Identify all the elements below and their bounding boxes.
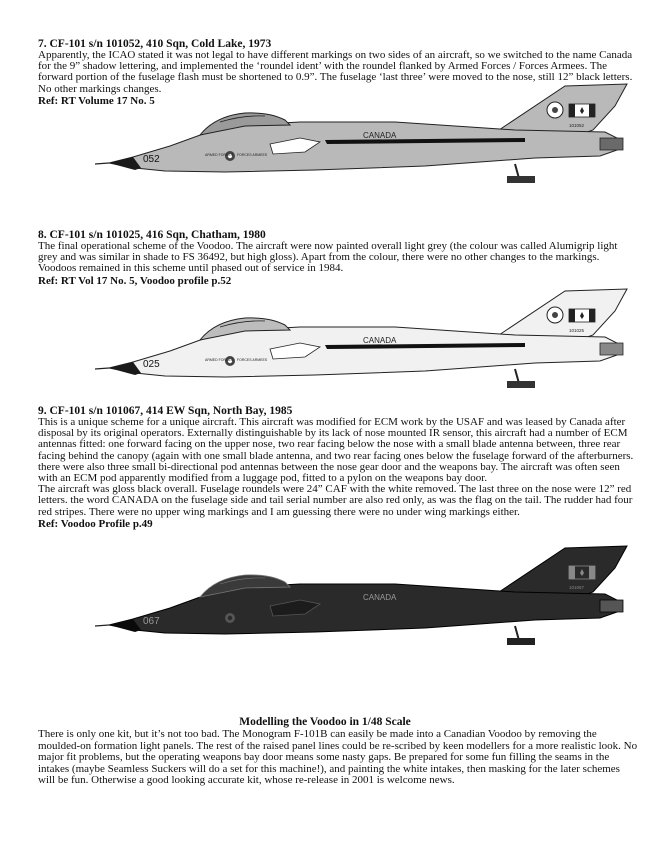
roundel-right-text: FORCES ARMEES xyxy=(237,358,268,362)
entry-description: Apparently, the ICAO stated it was not legal to have different markings on two sides of an aircraft, so we switched to the name Canada for the 9” shadow lettering, and implemented the ‘roundel ident’ with the roundel flanked by Armed Forces / Forces Armees. The forward portion of the fuselage flash must be shortened to 0.9”. The fuselage ‘last three’ were moved to the nose, still 12” black letters. No other markings changes. xyxy=(38,49,633,95)
modelling-body: There is only one kit, but it’s not too bad. The Monogram F-101B can easily be made into a Canadian Voodoo by removing the moulded-on formation light panels. The rest of the raised panel lines could be re-scribed by keen modellers for a more realistic look. No major fit problems, but the operating weapons bay door means some nasty gaps. Be prepared for some fun filling the seams in the intakes (maybe Seamless Suckers will do a set for this machine!), and painting the white intakes, then masking for the later schemes will be fun. Otherwise a good looking accurate kit, whose re-release in 2001 is welcome news. xyxy=(38,728,638,786)
aircraft-body xyxy=(95,84,627,183)
nose-number: 052 xyxy=(143,154,160,165)
aircraft-profile-101025 xyxy=(95,283,640,393)
entry-title: 9. CF-101 s/n 101067, 414 EW Sqn, North Bay, 1985 xyxy=(38,405,293,417)
fuselage-text: CANADA xyxy=(363,593,397,602)
fuselage-text: CANADA xyxy=(363,336,397,345)
entry-reference: Ref: RT Vol 17 No. 5, Voodoo profile p.52 xyxy=(38,274,232,287)
entry-9 xyxy=(38,405,638,530)
canadian-flag-icon xyxy=(569,309,595,322)
fuselage-text: CANADA xyxy=(363,131,397,140)
canadian-flag-icon xyxy=(569,104,595,117)
entry-description: The final operational scheme of the Voodoo. The aircraft were now painted overall light grey (the colour was called Alumigrip light grey and was similar in shade to FS 36492, but high gloss). Apart from the colour, there were no other changes to the markings. Voodoos remained in this scheme until phased out of service in 1984. xyxy=(38,240,618,275)
roundel-right-text: FORCES ARMEES xyxy=(237,153,268,157)
tail-emblem-icon xyxy=(547,102,563,118)
nose-number: 025 xyxy=(143,359,160,370)
roundel-left-text: ARMED FORCES xyxy=(205,153,234,157)
canadian-flag-icon xyxy=(569,566,595,579)
tail-serial: 101067 xyxy=(569,585,585,590)
nose-number: 067 xyxy=(143,616,160,627)
aircraft-profile-101052 xyxy=(95,78,640,188)
entry-description: This is a unique scheme for a unique aircraft. This aircraft was modified for ECM work by the USAF and was leased by Canada after disposal by its original operators. Externally distinguishable by its lack of nose mounted IR sensor, this aircraft had a number of ECM antennas fitted: one forward facing on the upper nose, two rear facing below the nose with a small blade antenna between, three rear facing behind the canopy (again with one small blade antenna, and two rear facing ones below the fuselage forward of the afterburners. there were also three small bi-directional pod antennas between the nose gear door and the weapons bay. The aircraft was often seen with an ECM pod apparently modified from a luggage pod, fitted to a pylon on the weapons bay door. The aircraft was gloss black overall. Fuselage roundels were 24” CAF with the white removed. The last three on the nose were 12” red letters. the word CANADA on the fuselage side and tail serial number are also red only, as was the flag on the tail. The rudder had four red stripes. There were no upper wing markings and I am guessing there were no under wing markings either. xyxy=(38,416,634,518)
tail-serial: 101052 xyxy=(569,123,585,128)
aircraft-profile-101067 xyxy=(95,540,640,650)
roundel-left-text: ARMED FORCES xyxy=(205,358,234,362)
aircraft-body xyxy=(95,546,627,645)
roundel-icon xyxy=(225,613,235,623)
tail-emblem-icon xyxy=(547,307,563,323)
aircraft-body xyxy=(95,289,627,388)
modelling-heading: Modelling the Voodoo in 1/48 Scale xyxy=(239,716,411,728)
entry-title: 8. CF-101 s/n 101025, 416 Sqn, Chatham, 1980 xyxy=(38,229,266,241)
entry-reference: Ref: Voodoo Profile p.49 xyxy=(38,517,153,530)
entry-title: 7. CF-101 s/n 101052, 410 Sqn, Cold Lake, 1973 xyxy=(38,38,272,50)
entry-reference: Ref: RT Volume 17 No. 5 xyxy=(38,94,155,107)
tail-serial: 101025 xyxy=(569,328,585,333)
entry-8 xyxy=(38,229,638,287)
